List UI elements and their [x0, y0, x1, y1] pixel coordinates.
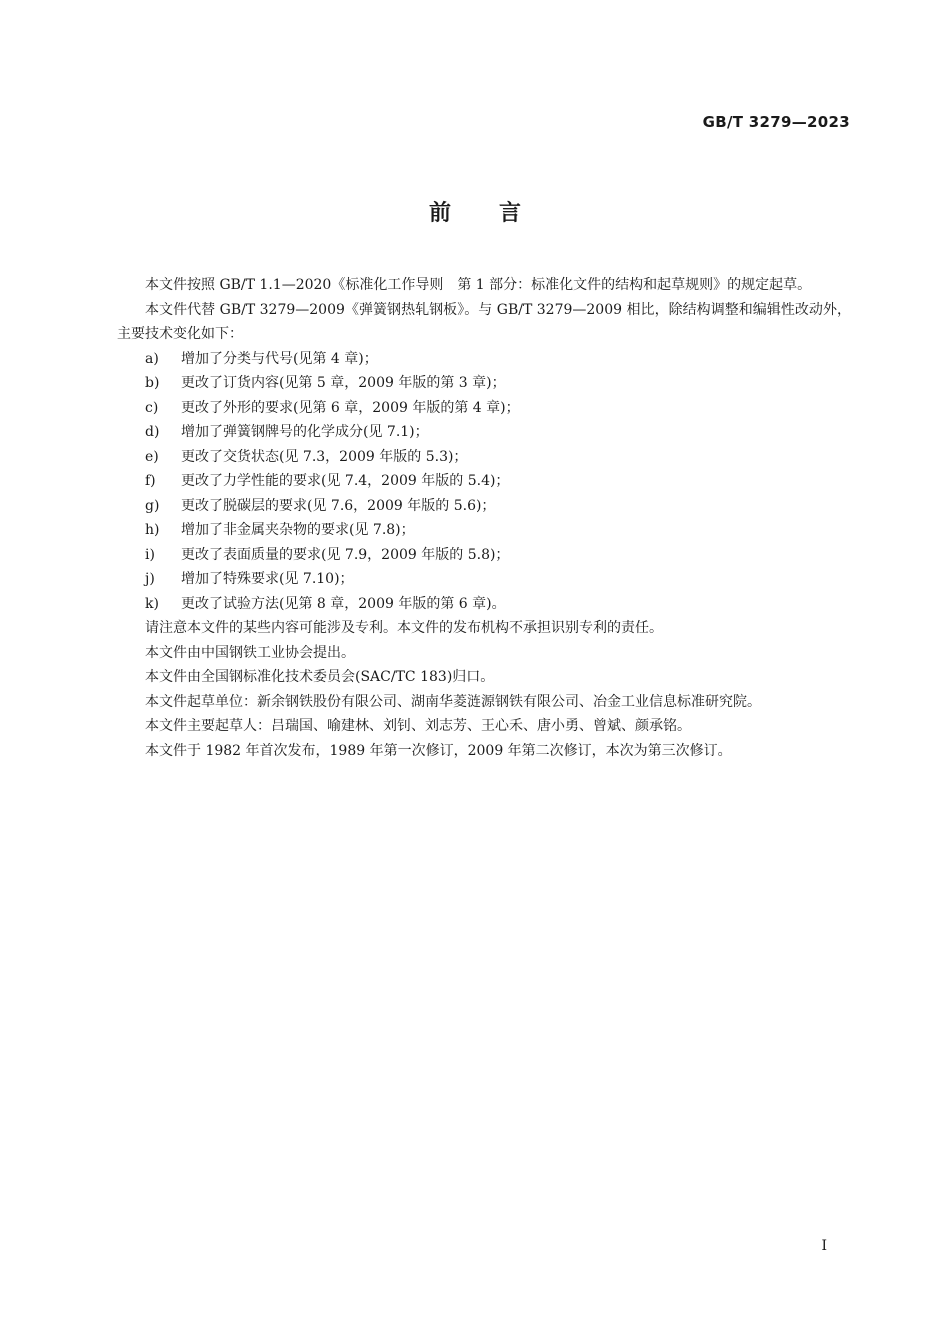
list-item	[117, 396, 851, 421]
list-item-marker: e)	[145, 448, 159, 465]
list-item-text: 更改了交货状态(见 7.3，2009 年版的 5.3)；	[181, 448, 468, 465]
list-item-text: 更改了订货内容(见第 5 章，2009 年版的第 3 章)；	[181, 375, 506, 391]
list-item-marker: c)	[145, 399, 159, 416]
foreword-body	[117, 273, 851, 763]
list-item-marker: h)	[145, 522, 160, 538]
list-item-marker: i)	[145, 546, 155, 563]
technical-changes-list	[117, 347, 851, 617]
list-item-marker: j)	[145, 571, 155, 587]
heading-char-2: 言	[499, 201, 522, 226]
list-item-text: 更改了力学性能的要求(见 7.4，2009 年版的 5.4)；	[181, 473, 510, 489]
list-item-marker: a)	[145, 350, 159, 367]
list-item-text: 增加了非金属夹杂物的要求(见 7.8)；	[181, 522, 415, 538]
list-item-text: 增加了分类与代号(见第 4 章)；	[181, 350, 378, 367]
drafting-rules-paragraph: 本文件按照 GB/T 1.1—2020《标准化工作导则 第 1 部分：标准化文件的结构和起草规则》的规定起草。	[145, 277, 812, 293]
list-item-text: 增加了特殊要求(见 7.10)；	[181, 571, 354, 587]
list-item	[117, 494, 851, 519]
list-item	[117, 567, 851, 592]
list-item	[117, 347, 851, 372]
list-item	[117, 445, 851, 470]
list-item-marker: f)	[145, 473, 156, 489]
list-item-marker: d)	[145, 424, 160, 440]
foreword-heading	[0, 196, 950, 227]
list-item	[117, 592, 851, 617]
standard-number: GB/T 3279—2023	[702, 113, 850, 131]
drafting-organizations-paragraph: 本文件起草单位：新余钢铁股份有限公司、湖南华菱涟源钢铁有限公司、冶金工业信息标准研究院。	[145, 693, 761, 710]
heading-char-1: 前	[428, 201, 451, 226]
patent-notice-paragraph: 请注意本文件的某些内容可能涉及专利。本文件的发布机构不承担识别专利的责任。	[145, 620, 663, 636]
list-item-marker: b)	[145, 375, 160, 391]
list-item	[117, 371, 851, 396]
list-item-text: 更改了脱碳层的要求(见 7.6，2009 年版的 5.6)；	[181, 497, 496, 514]
page-number: I	[821, 1238, 827, 1254]
list-item	[117, 469, 851, 494]
proposer-paragraph: 本文件由中国钢铁工业协会提出。	[145, 644, 355, 661]
list-item-text: 更改了表面质量的要求(见 7.9，2009 年版的 5.8)；	[181, 546, 510, 563]
list-item	[117, 420, 851, 445]
list-item-marker: k)	[145, 595, 159, 612]
publication-history-paragraph: 本文件于 1982 年首次发布，1989 年第一次修订，2009 年第二次修订，本次为第三次修订。	[145, 742, 732, 759]
drafters-paragraph: 本文件主要起草人：吕瑞国、喻建林、刘钊、刘志芳、王心禾、唐小勇、曾斌、颜承铭。	[145, 718, 691, 734]
list-item-marker: g)	[145, 497, 160, 514]
replacement-paragraph: 本文件代替 GB/T 3279—2009《弹簧钢热轧钢板》。与 GB/T 3279—2009 相比，除结构调整和编辑性改动外，主要技术变化如下：	[117, 301, 851, 342]
list-item-text: 更改了试验方法(见第 8 章，2009 年版的第 6 章)。	[181, 595, 506, 612]
list-item-text: 增加了弹簧钢牌号的化学成分(见 7.1)；	[181, 424, 429, 440]
list-item	[117, 518, 851, 543]
list-item-text: 更改了外形的要求(见第 6 章，2009 年版的第 4 章)；	[181, 399, 520, 416]
list-item	[117, 543, 851, 568]
technical-committee-paragraph: 本文件由全国钢标准化技术委员会(SAC/TC 183)归口。	[145, 669, 495, 685]
